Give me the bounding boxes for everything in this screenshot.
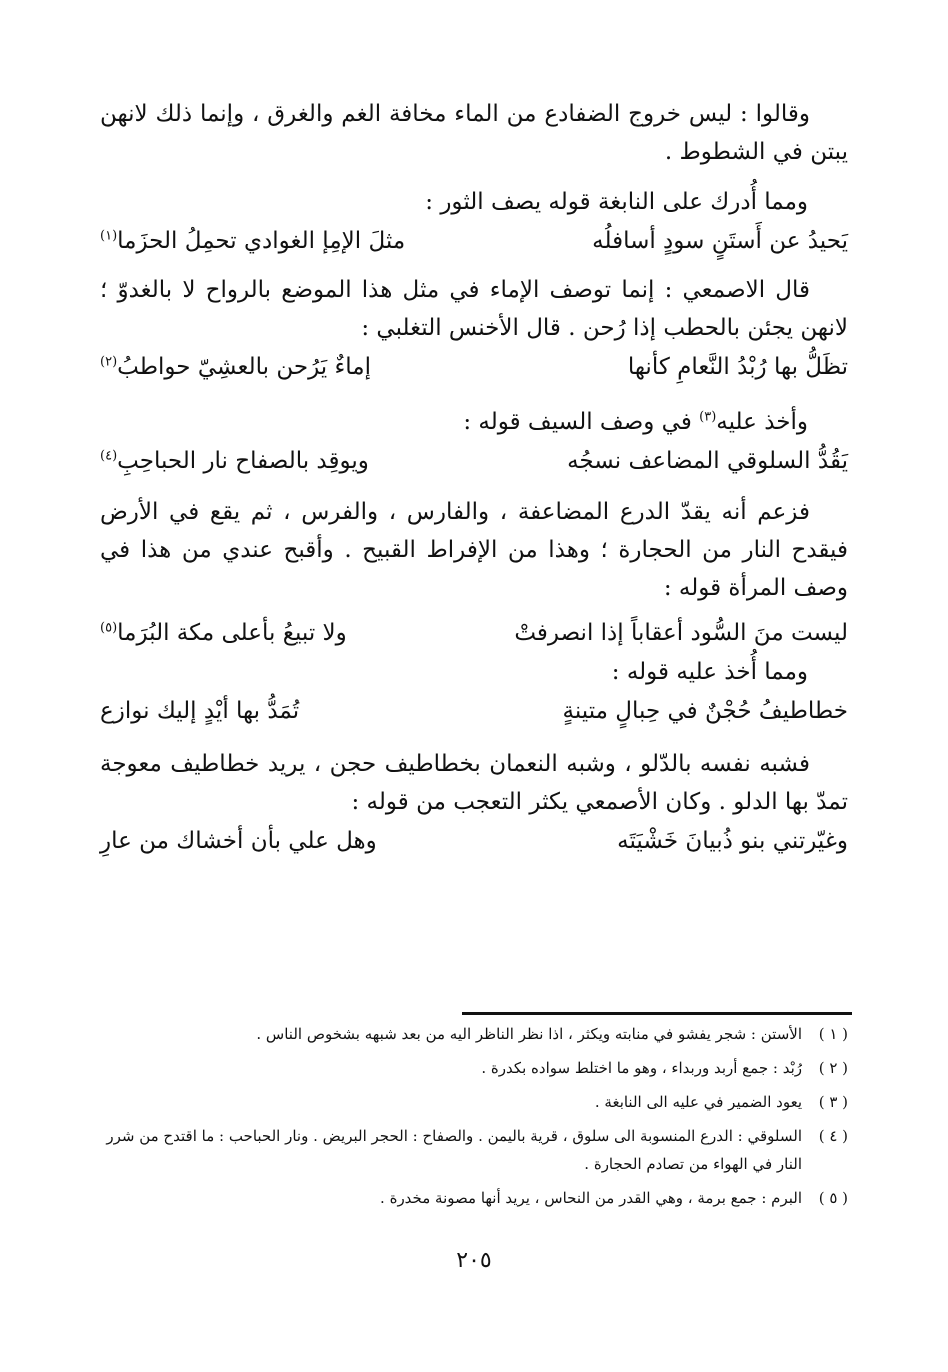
- footnote-ref-5: (٥): [100, 620, 118, 636]
- verse-3-first-hemistich: يَقُدُّ السلوقي المضاعف نسجُه: [567, 448, 848, 474]
- verse-2: [100, 347, 848, 387]
- paragraph-frogs: وقالوا : ليس خروج الضفادع من الماء مخافة الغم والغرق ، وإنما ذلك لانهن يبتن في الشطوط .: [100, 101, 848, 165]
- footnote-ref-4: (٤): [100, 448, 118, 464]
- paragraph-excess: فزعم أنه يقدّ الدرع المضاعفة ، والفارس ، والفرس ، ثم يقع في الأرض فيقدح النار من الحجارة ؛ وهذا من الإفراط القبيح . وأقبح عندي من هذا في وصف المرأة قوله :: [100, 499, 848, 601]
- verse-4-first-hemistich: ليست منَ السُّود أعقاباً إذا انصرفتْ: [514, 620, 848, 646]
- verse-5-first-hemistich: خطاطيفُ حُجْنٌ في حِبالٍ متينةٍ: [562, 698, 848, 724]
- page-number: ٢٠٥: [456, 1248, 492, 1273]
- paragraph-asmai: قال الاصمعي : إنما توصف الإماء في مثل هذا الموضع بالرواح لا بالغدوّ ؛ لانهن يجئن بالحطب إذا رُحن . قال الأخنس التغلبي :: [100, 277, 848, 341]
- footnote-divider: [462, 1012, 852, 1015]
- paragraph-criticism: ومما أُخذ عليه قوله :: [611, 659, 808, 685]
- verse-2-first-hemistich: تظَلُّ بها رُبْدُ النَّعامِ كأنها: [627, 354, 848, 380]
- footnote-3: ( ٣ ) يعود الضمير في عليه الى النابغة .: [594, 1093, 848, 1111]
- verse-3: [100, 441, 848, 481]
- footnote-4: ( ٤ ) السلوقي : الدرع المنسوبة الى سلوق ، قرية باليمن . والصفاح : الحجر البريض . ونار الحباحب : ما اقتدح من شرر النار في الهواء من تصادم الحجارة .: [106, 1127, 848, 1173]
- footnotes: [100, 1020, 848, 1212]
- verse-3-second-hemistich: ويوقِد بالصفاح نار الحباحِبِ$^{(٤)}$: [100, 448, 369, 474]
- verse-1-second-hemistich: مثلَ الإمِإ الغوادي تحمِلُ الحزَما$^{(١)}$: [100, 228, 406, 254]
- verse-4-second-hemistich: ولا تبيعُ بأعلى مكة البُرَما$^{(٥)}$: [100, 620, 347, 646]
- verse-6-first-hemistich: وغيّرتني بنو ذُبيانَ خَشْيَتَه: [617, 828, 848, 854]
- paragraph-sword: وأخذ عليه$^{(٣)}$ في وصف السيف قوله :: [463, 409, 808, 435]
- footnote-1: ( ١ ) الأستن : شجر يفشو في منابته ويكثر ، اذا نظر الناظر اليه من بعد شبهه بشخوص الناس .: [256, 1025, 848, 1043]
- verse-6-second-hemistich: وهل علي بأن أخشاك من عارِ: [100, 828, 377, 854]
- verse-2-second-hemistich: إماءٌ يَرُحن بالعشِيّ حواطبُ$^{(٢)}$: [100, 354, 372, 380]
- paragraph-nabigha-intro: ومما أُدرك على النابغة قوله يصف الثور :: [425, 189, 808, 215]
- verse-1: [100, 221, 848, 261]
- footnote-ref-1: (١): [100, 228, 118, 244]
- verse-6: [100, 821, 848, 861]
- verse-5: [100, 691, 848, 731]
- footnote-ref-2: (٢): [100, 354, 118, 370]
- verse-5-second-hemistich: تُمَدُّ بها أيْدٍ إليك نوازع: [100, 698, 300, 724]
- footnote-ref-3: (٣): [699, 409, 717, 425]
- footnote-5: ( ٥ ) البرم : جمع برمة ، وهي القدر من النحاس ، يريد أنها مصونة مخدرة .: [380, 1189, 848, 1207]
- verse-1-first-hemistich: يَحيدُ عن أَستَنٍ سودٍ أسافلُه: [592, 228, 848, 254]
- footnote-2: ( ٢ ) رُبْد : جمع أربد وربداء ، وهو ما اختلط سواده بكدرة .: [481, 1059, 848, 1077]
- paragraph-bucket: فشبه نفسه بالدّلو ، وشبه النعمان بخطاطيف حجن ، يريد خطاطيف معوجة تمدّ بها الدلو . وكان الأصمعي يكثر التعجب من قوله :: [100, 751, 848, 815]
- main-text: [100, 95, 848, 861]
- verse-4: [100, 613, 848, 653]
